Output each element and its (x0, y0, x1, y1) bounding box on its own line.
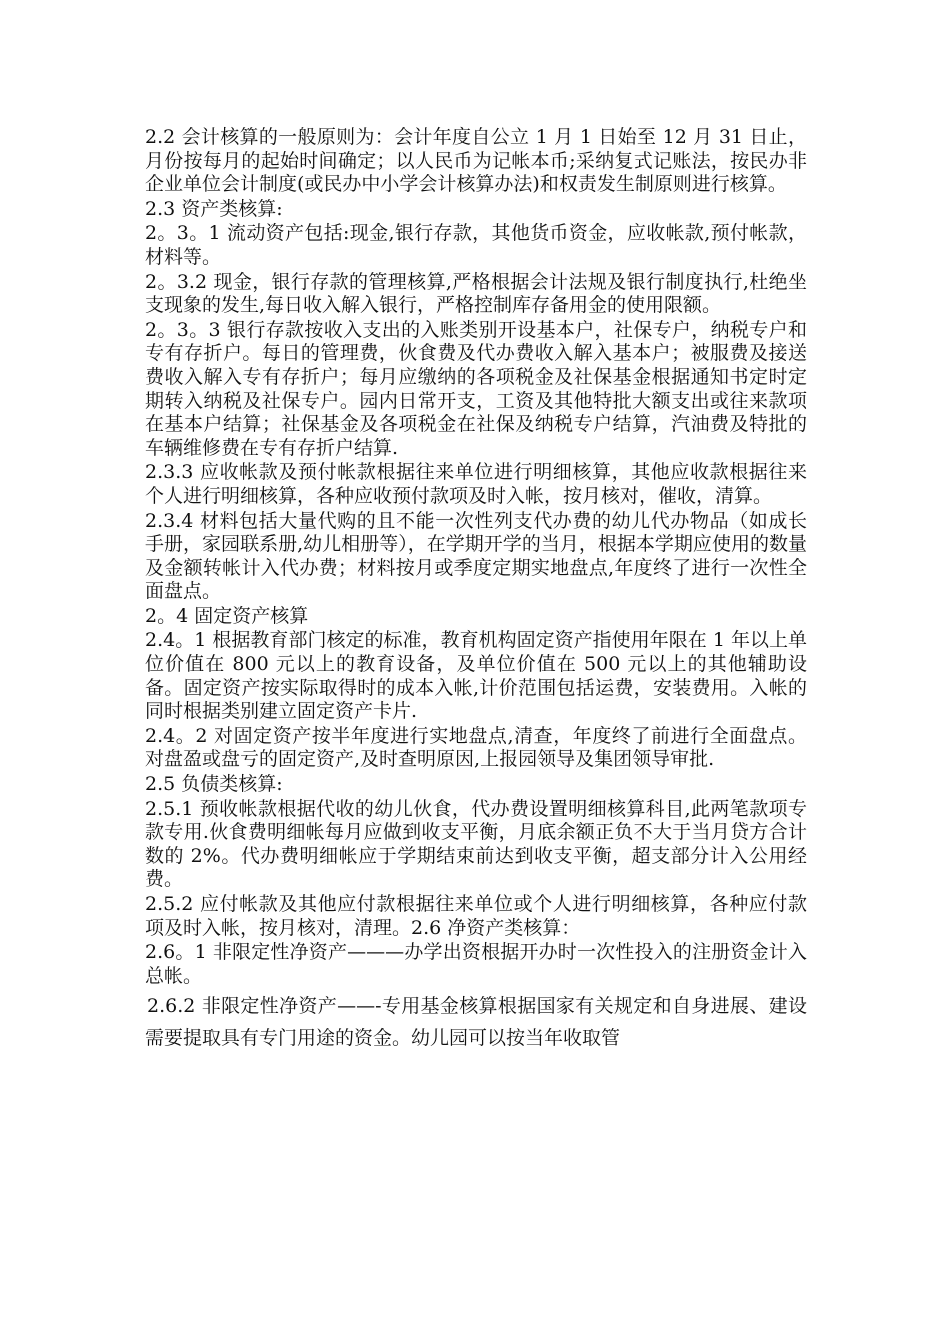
document-body (145, 126, 807, 1055)
paragraph-2-3-3-receivables: 2.3.3 应收帐款及预付帐款根据往来单位进行明细核算，其他应收款根据往来个人进行明细核算，各种应收预付款项及时入帐，按月核对，催收，清算。 (145, 461, 807, 507)
paragraph-2-3-2: 2。3.2 现金，银行存款的管理核算,严格根据会计法规及银行制度执行,杜绝坐支现象的发生,每日收入解入银行，严格控制库存备用金的使用限额。 (145, 270, 807, 317)
paragraph-2-3-1: 2。3。1 流动资产包括:现金,银行存款，其他货币资金，应收帐款,预付帐款，材料等。 (145, 222, 807, 268)
heading-2-4: 2。4 固定资产核算 (145, 604, 309, 627)
paragraph-2-3-4: 2.3.4 材料包括大量代购的且不能一次性列支代办费的幼儿代办物品（如成长手册，家园联系册,幼儿相册等），在学期开学的当月，根据本学期应使用的数量及金额转帐计入代办费；材料按月或季度定期实地盘点,年度终了进行一次性全面盘点。 (145, 509, 807, 603)
paragraph-2-4-1: 2.4。1 根据教育部门核定的标准，教育机构固定资产指使用年限在 1 年以上单位价值在 800 元以上的教育设备，及单位价值在 500 元以上的其他辅助设备。固定资产按实际取得时的成本入帐,计价范围包括运费，安装费用。入帐的同时根据类别建立固定资产卡片. (145, 629, 807, 723)
paragraph-2-6-2: 2.6.2 非限定性净资产——-专用基金核算根据国家有关规定和自身进展、建设需要提取具有专门用途的资金。幼儿园可以按当年收取管 (145, 995, 807, 1050)
paragraph-2-5-1: 2.5.1 预收帐款根据代收的幼儿伙食，代办费设置明细核算科目,此两笔款项专款专用.伙食费明细帐每月应做到收支平衡，月底余额正负不大于当月贷方合计数的 2%。代办费明细帐应于学期结束前达到收支平衡，超支部分计入公用经费。 (145, 797, 807, 891)
paragraph-2-3-3-bank: 2。3。3 银行存款按收入支出的入账类别开设基本户，社保专户，纳税专户和专有存折户。每日的管理费，伙食费及代办费收入解入基本户；被服费及接送费收入解入专有存折户；每月应缴纳的各项税金及社保基金根据通知书定时定期转入纳税及社保专户。园内日常开支，工资及其他特批大额支出或往来款项在基本户结算；社保基金及各项税金在社保及纳税专户结算，汽油费及特批的车辆维修费在专有存折户结算. (145, 318, 807, 459)
paragraph-2-5-2: 2.5.2 应付帐款及其他应付款根据往来单位或个人进行明细核算，各种应付款项及时入帐，按月核对，清理。2.6 净资产类核算： (145, 893, 807, 939)
heading-2-5: 2.5 负债类核算: (145, 773, 283, 796)
paragraph-2-2: 2.2 会计核算的一般原则为：会计年度自公立 1 月 1 日始至 12 月 31 日止，月份按每月的起始时间确定；以人民币为记帐本币;采纳复式记账法，按民办非企业单位会计制度(或民办中小学会计核算办法)和权责发生制原则进行核算。 (145, 126, 807, 196)
heading-2-3: 2.3 资产类核算: (145, 197, 283, 220)
paragraph-2-6-1: 2.6。1 非限定性净资产———办学出资根据开办时一次性投入的注册资金计入总帐。 (145, 941, 807, 987)
paragraph-2-4-2: 2.4。2 对固定资产按半年度进行实地盘点,清查，年度终了前进行全面盘点。对盘盈或盘亏的固定资产,及时查明原因,上报园领导及集团领导审批. (145, 724, 807, 771)
